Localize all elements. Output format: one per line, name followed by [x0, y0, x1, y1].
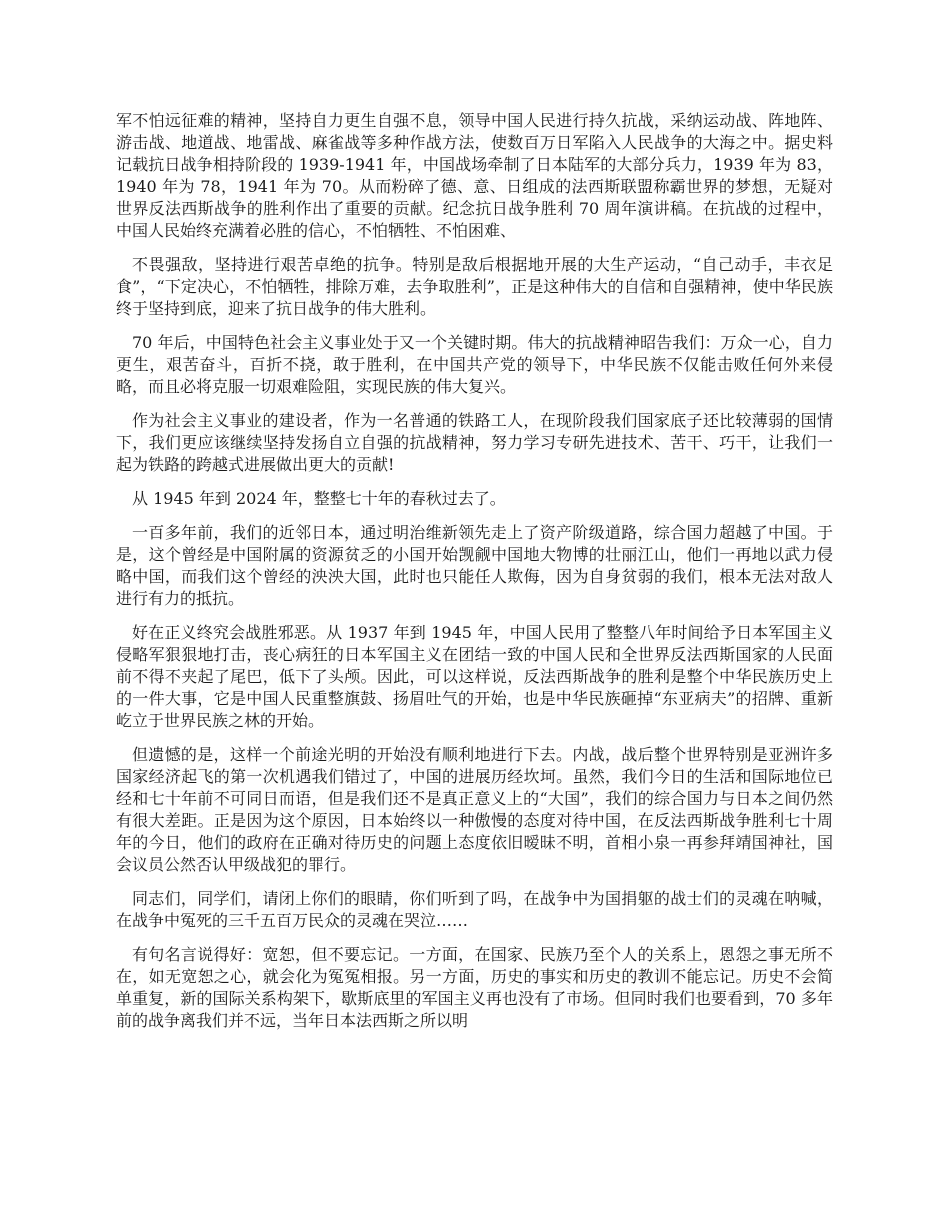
paragraph-1: 军不怕远征难的精神，坚持自力更生自强不息，领导中国人民进行持久抗战，采纳运动战、阵地阵、游击战、地道战、地雷战、麻雀战等多种作战方法，使数百万日军陷入人民战争的大海之中。据史料记载抗日战争相持阶段的 1939-1941 年，中国战场牵制了日本陆军的大部分兵力，1939 年为 83，1940 年为 78，1941 年为 70。从而粉碎了德、意、日组成的法西斯联盟称霸世界的梦想，无疑对世界反法西斯战争的胜利作出了重要的贡献。纪念抗日战争胜利 70 周年演讲稿。在抗战的过程中，中国人民始终充满着必胜的信心，不怕牺牲、不怕困难、 — [116, 111, 833, 240]
paragraph-4: 作为社会主义事业的建设者，作为一名普通的铁路工人，在现阶段我们国家底子还比较薄弱的国情下，我们更应该继续坚持发扬自立自强的抗战精神，努力学习专研先进技术、苦干、巧干，让我们一起为铁路的跨越式进展做出更大的贡献! — [116, 411, 833, 474]
paragraph-3: 70 年后，中国特色社会主义事业处于又一个关键时期。伟大的抗战精神昭告我们：万众一心，自力更生，艰苦奋斗，百折不挠，敢于胜利，在中国共产党的领导下，中华民族不仅能击败任何外来侵略，而且必将克服一切艰难险阻，实现民族的伟大复兴。 — [116, 333, 833, 396]
paragraph-9: 同志们，同学们，请闭上你们的眼睛，你们听到了吗，在战争中为国捐躯的战士们的灵魂在呐喊，在战争中冤死的三千五百万民众的灵魂在哭泣…… — [116, 889, 833, 930]
paragraph-8: 但遗憾的是，这样一个前途光明的开始没有顺利地进行下去。内战，战后整个世界特别是亚洲许多国家经济起飞的第一次机遇我们错过了，中国的进展历经坎坷。虽然，我们今日的生活和国际地位已经和七十年前不可同日而语，但是我们还不是真正意义上的“大国”，我们的综合国力与日本之间仍然有很大差距。正是因为这个原因，日本始终以一种傲慢的态度对待中国，在反法西斯战争胜利七十周年的今日，他们的政府在正确对待历史的问题上态度依旧暧昧不明，首相小泉一再参拜靖国神社，国会议员公然否认甲级战犯的罪行。 — [116, 745, 833, 874]
paragraph-10: 有句名言说得好：宽恕，但不要忘记。一方面，在国家、民族乃至个人的关系上，恩怨之事无所不在，如无宽恕之心，就会化为冤冤相报。另一方面，历史的事实和历史的教训不能忘记。历史不会简单重复，新的国际关系构架下，歇斯底里的军国主义再也没有了市场。但同时我们也要看到，70 多年前的战争离我们并不远，当年日本法西斯之所以明 — [116, 945, 833, 1030]
paragraph-6: 一百多年前，我们的近邻日本，通过明治维新领先走上了资产阶级道路，综合国力超越了中国。于是，这个曾经是中国附属的资源贫乏的小国开始觊觎中国地大物博的壮丽江山，他们一再地以武力侵略中国，而我们这个曾经的泱泱大国，此时也只能任人欺侮，因为自身贫弱的我们，根本无法对敌人进行有力的抵抗。 — [116, 523, 833, 608]
paragraph-7: 好在正义终究会战胜邪恶。从 1937 年到 1945 年，中国人民用了整整八年时间给予日本军国主义侵略军狠狠地打击，丧心病狂的日本军国主义在团结一致的中国人民和全世界反法西斯国家的人民面前不得不夹起了尾巴，低下了头颅。因此，可以这样说，反法西斯战争的胜利是整个中华民族历史上的一件大事，它是中国人民重整旗鼓、扬眉吐气的开始，也是中华民族砸掉“东亚病夫”的招牌、重新屹立于世界民族之林的开始。 — [116, 623, 833, 730]
paragraph-5: 从 1945 年到 2024 年，整整七十年的春秋过去了。 — [132, 489, 506, 508]
document-page — [116, 110, 833, 1044]
paragraph-2: 不畏强敌，坚持进行艰苦卓绝的抗争。特别是敌后根据地开展的大生产运动，“自己动手，丰衣足食”，“下定决心，不怕牺牲，排除万难，去争取胜利”，正是这种伟大的自信和自强精神，使中华民族终于坚持到底，迎来了抗日战争的伟大胜利。 — [116, 255, 833, 318]
